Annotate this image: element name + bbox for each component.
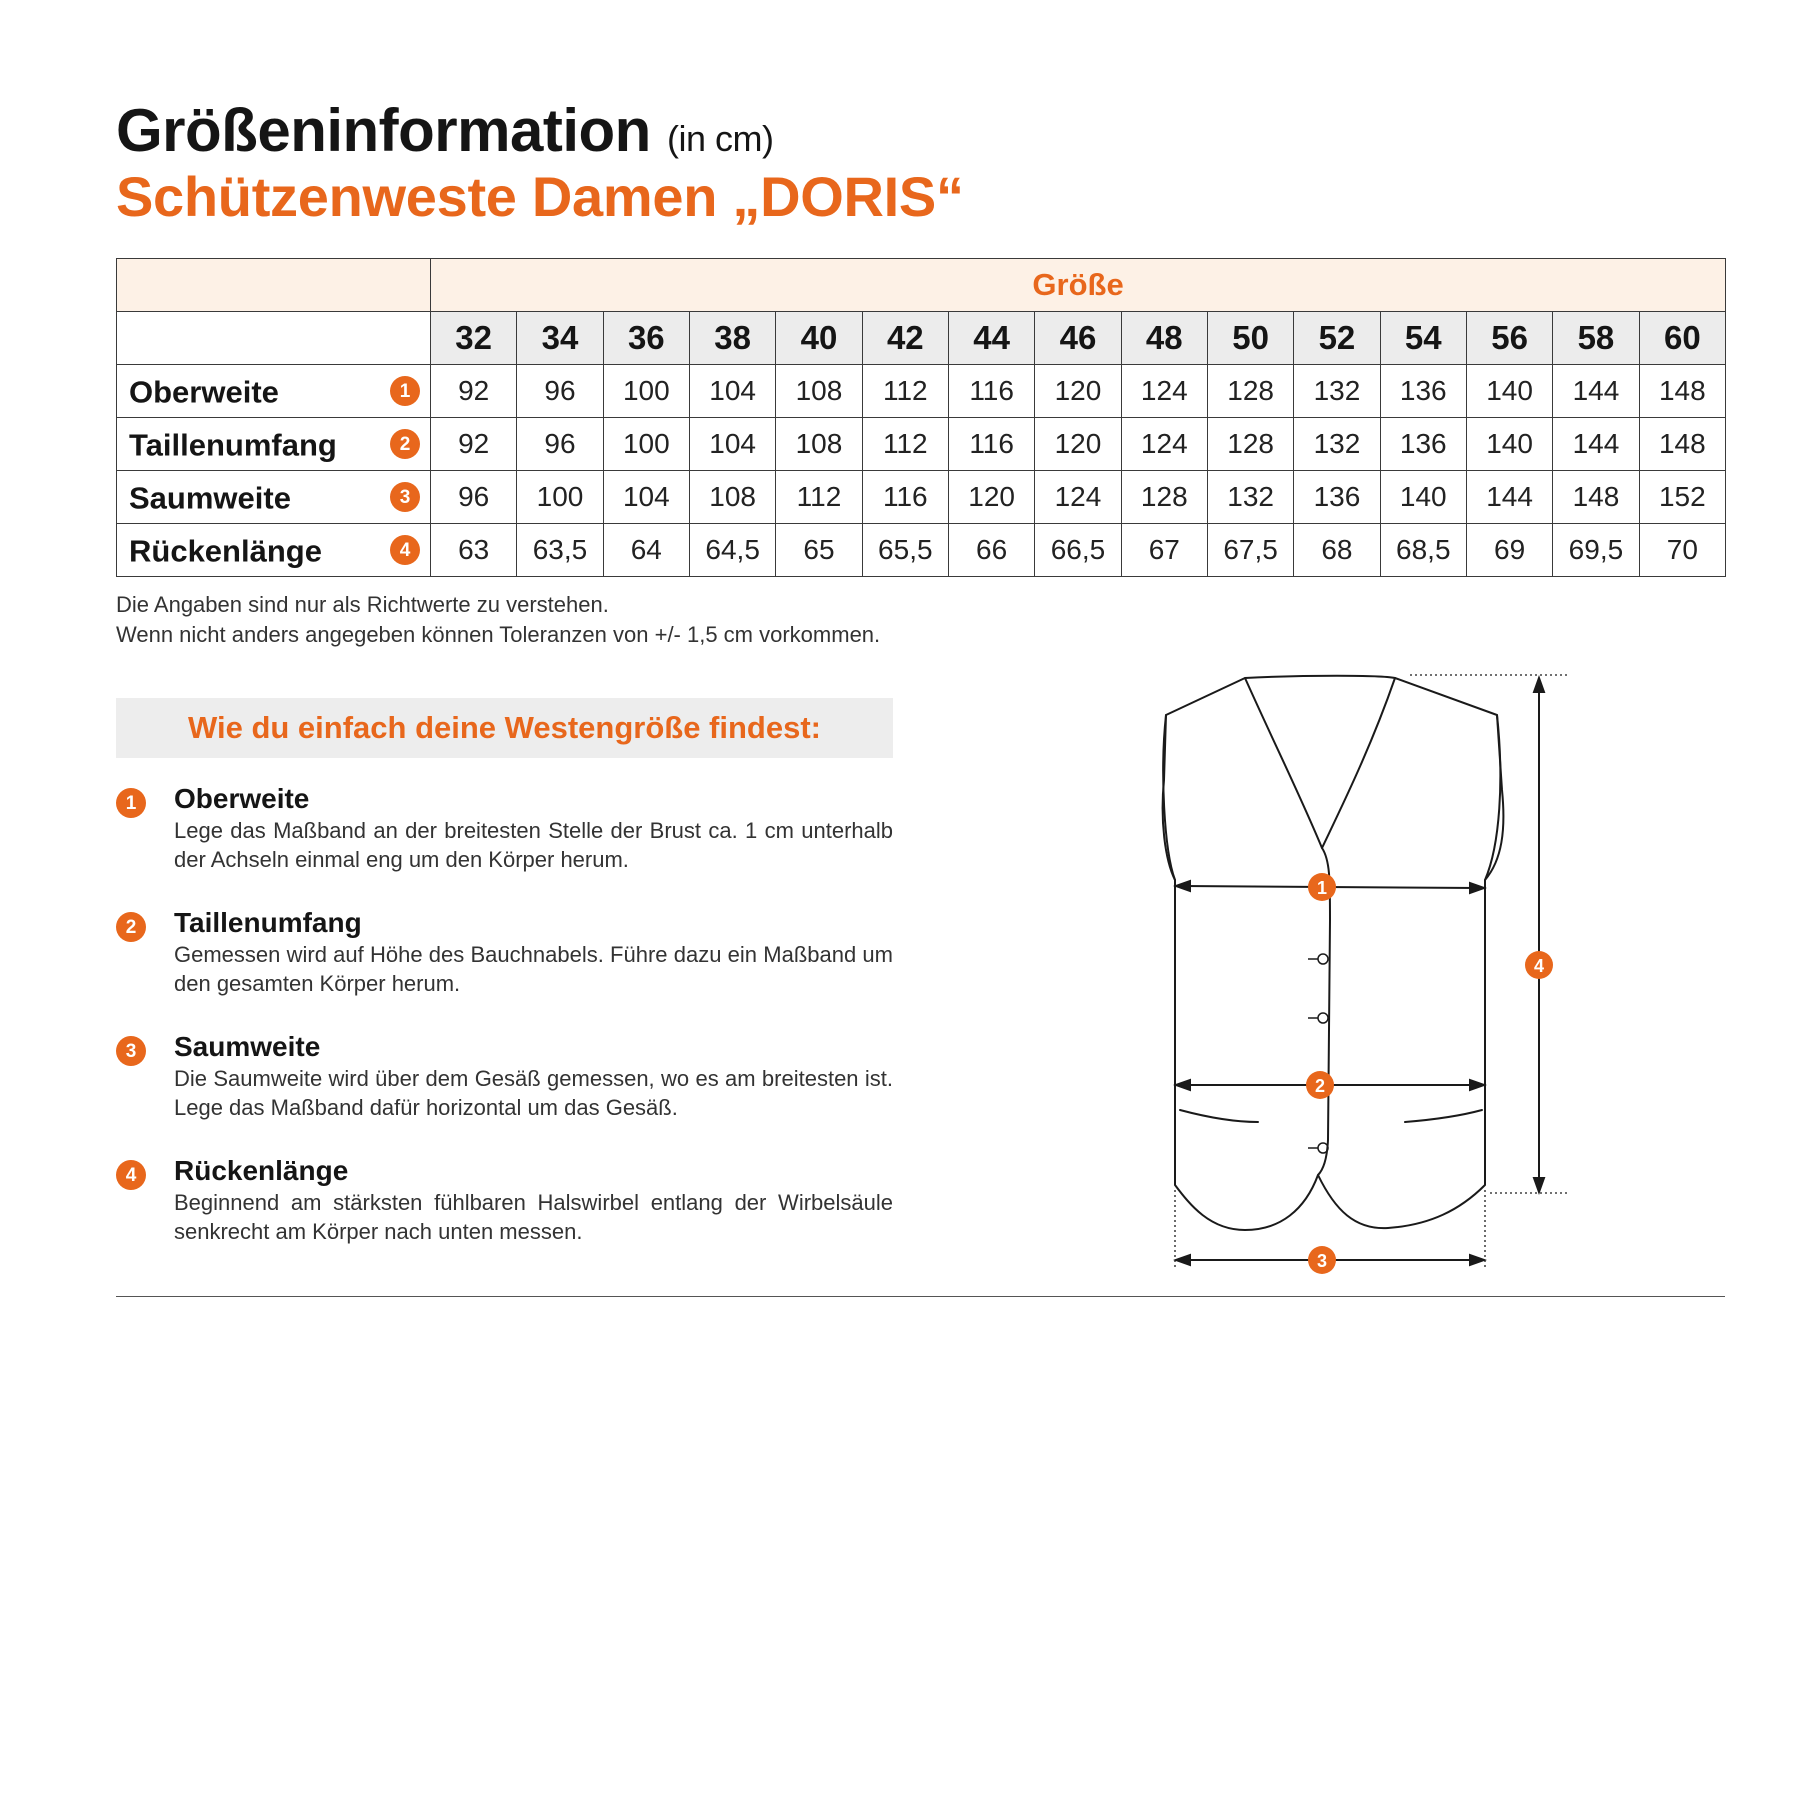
measurement-value: 65,5 — [862, 524, 948, 577]
size-header-cell: 34 — [517, 312, 603, 365]
size-header-cell: 48 — [1121, 312, 1207, 365]
measurement-value: 108 — [776, 365, 862, 418]
measurement-value: 68,5 — [1380, 524, 1466, 577]
measurement-value: 100 — [603, 418, 689, 471]
size-header-cell: 38 — [689, 312, 775, 365]
note-line: Die Angaben sind nur als Richtwerte zu verstehen. — [116, 592, 609, 617]
measurement-value: 144 — [1553, 365, 1639, 418]
measurement-value: 128 — [1207, 418, 1293, 471]
measurement-value: 100 — [603, 365, 689, 418]
measurement-value: 68 — [1294, 524, 1380, 577]
measurement-value: 152 — [1639, 471, 1726, 524]
number-badge-icon: 2 — [116, 912, 146, 942]
measurement-label: Saumweite — [129, 480, 291, 516]
measurement-label: Taillenumfang — [129, 427, 337, 463]
measurement-value: 140 — [1380, 471, 1466, 524]
marker-4-label: 4 — [1533, 956, 1545, 976]
measurement-value: 63,5 — [517, 524, 603, 577]
measurement-value: 100 — [517, 471, 603, 524]
measurement-value: 132 — [1294, 418, 1380, 471]
step-title: Rückenlänge — [174, 1155, 349, 1186]
measurement-value: 132 — [1207, 471, 1293, 524]
step-description: Gemessen wird auf Höhe des Bauchnabels. Führe dazu ein Maßband um den gesamten Körper herum. — [174, 942, 893, 996]
measurement-value: 66,5 — [1035, 524, 1121, 577]
page-title — [116, 98, 964, 164]
size-header-cell: 32 — [431, 312, 517, 365]
size-header-cell: 40 — [776, 312, 862, 365]
size-header-row — [117, 312, 1726, 365]
step-description: Beginnend am stärksten fühlbaren Halswirbel entlang der Wirbelsäule senkrecht am Körper nach unten messen. — [174, 1190, 893, 1244]
marker-3-badge — [1308, 1246, 1336, 1274]
measurement-label: Rückenlänge — [129, 533, 322, 569]
marker-2-label: 2 — [1314, 1076, 1326, 1096]
button — [1318, 954, 1328, 964]
measurement-row — [117, 365, 1726, 418]
measure-step — [116, 906, 893, 1030]
measurement-value: 67,5 — [1207, 524, 1293, 577]
number-badge-icon: 2 — [390, 429, 420, 459]
measurement-value: 132 — [1294, 365, 1380, 418]
measurement-value: 112 — [862, 365, 948, 418]
marker-4-badge — [1525, 951, 1553, 979]
number-badge-icon: 4 — [390, 535, 420, 565]
step-description: Lege das Maßband an der breitesten Stelle der Brust ca. 1 cm unterhalb der Achseln einmal eng um den Körper herum. — [174, 818, 893, 872]
measure-step — [116, 1154, 893, 1278]
measurement-value: 116 — [948, 418, 1034, 471]
measurement-value: 120 — [1035, 365, 1121, 418]
measurement-value: 104 — [689, 365, 775, 418]
guide-title: Wie du einfach deine Westengröße findest: — [187, 710, 821, 745]
measurement-value: 108 — [689, 471, 775, 524]
measurement-value: 112 — [862, 418, 948, 471]
measurement-value: 63 — [431, 524, 517, 577]
size-table — [116, 258, 1726, 577]
measurement-label-cell — [117, 524, 431, 577]
size-header-cell: 56 — [1466, 312, 1552, 365]
measurement-value: 144 — [1466, 471, 1552, 524]
marker-3-label: 3 — [1316, 1251, 1328, 1271]
corner-cell — [117, 259, 431, 312]
measurement-value: 116 — [862, 471, 948, 524]
measurement-label-cell — [117, 418, 431, 471]
number-badge-icon: 1 — [390, 376, 420, 406]
size-header-cell: 42 — [862, 312, 948, 365]
measurement-value: 112 — [776, 471, 862, 524]
measurement-value: 124 — [1035, 471, 1121, 524]
measurement-value: 92 — [431, 365, 517, 418]
measurement-value: 104 — [603, 471, 689, 524]
number-badge-icon: 4 — [116, 1160, 146, 1190]
measurement-value: 144 — [1553, 418, 1639, 471]
measurement-value: 124 — [1121, 365, 1207, 418]
measurement-value: 140 — [1466, 365, 1552, 418]
vest-collar — [1245, 678, 1395, 848]
measurement-value: 96 — [431, 471, 517, 524]
size-header-cell: 52 — [1294, 312, 1380, 365]
measurement-value: 140 — [1466, 418, 1552, 471]
measurement-value: 66 — [948, 524, 1034, 577]
title-unit: (in cm) — [666, 118, 774, 159]
measurement-label: Oberweite — [129, 374, 279, 410]
measurement-value: 92 — [431, 418, 517, 471]
pocket-left — [1180, 1110, 1258, 1122]
size-header-cell: 54 — [1380, 312, 1466, 365]
marker-2-badge — [1306, 1071, 1334, 1099]
size-row-blank-cell — [117, 312, 431, 365]
measurement-row — [117, 471, 1726, 524]
bottom-divider — [116, 1296, 1725, 1297]
product-subtitle: Schützenweste Damen „DORIS“ — [116, 165, 964, 228]
size-header-cell: 46 — [1035, 312, 1121, 365]
guide-heading-box — [116, 698, 893, 758]
measurement-label-cell — [117, 365, 431, 418]
pocket-right — [1405, 1110, 1482, 1122]
measurement-value: 148 — [1553, 471, 1639, 524]
step-description: Die Saumweite wird über dem Gesäß gemessen, wo es am breitesten ist. Lege das Maßband dafür horizontal um das Gesäß. — [174, 1066, 893, 1120]
measurement-value: 67 — [1121, 524, 1207, 577]
measurement-value: 128 — [1207, 365, 1293, 418]
measurement-value: 104 — [689, 418, 775, 471]
size-group-header-row — [117, 259, 1726, 312]
measurement-value: 128 — [1121, 471, 1207, 524]
step-title: Saumweite — [174, 1031, 321, 1062]
measurement-value: 136 — [1380, 365, 1466, 418]
measure-steps — [116, 782, 893, 1278]
size-header-cell: 50 — [1207, 312, 1293, 365]
marker-1-label: 1 — [1316, 878, 1328, 898]
number-badge-icon: 1 — [116, 788, 146, 818]
measurement-value: 69,5 — [1553, 524, 1639, 577]
measurement-row — [117, 524, 1726, 577]
measurement-value: 124 — [1121, 418, 1207, 471]
measurement-value: 65 — [776, 524, 862, 577]
vest-diagram — [1130, 670, 1590, 1290]
measurement-value: 120 — [1035, 418, 1121, 471]
measurement-label-cell — [117, 471, 431, 524]
measure-step — [116, 782, 893, 906]
size-header-cell: 58 — [1553, 312, 1639, 365]
measurement-value: 120 — [948, 471, 1034, 524]
measurement-value: 69 — [1466, 524, 1552, 577]
number-badge-icon: 3 — [390, 482, 420, 512]
step-title: Oberweite — [174, 783, 310, 814]
size-header-cell: 44 — [948, 312, 1034, 365]
size-group-label: Größe — [431, 259, 1726, 312]
measurement-value: 64,5 — [689, 524, 775, 577]
measurement-value: 136 — [1294, 471, 1380, 524]
title-text: Größeninformation — [116, 97, 651, 164]
number-badge-icon: 3 — [116, 1036, 146, 1066]
measurement-row — [117, 418, 1726, 471]
measurement-value: 70 — [1639, 524, 1726, 577]
measurement-value: 148 — [1639, 418, 1726, 471]
measurement-value: 96 — [517, 365, 603, 418]
measurement-value: 96 — [517, 418, 603, 471]
marker-1-badge — [1308, 873, 1336, 901]
size-header-cell: 60 — [1639, 312, 1726, 365]
title-block — [116, 98, 964, 229]
measurement-value: 64 — [603, 524, 689, 577]
button — [1318, 1013, 1328, 1023]
measure-step — [116, 1030, 893, 1154]
size-header-cell: 36 — [603, 312, 689, 365]
measurement-value: 148 — [1639, 365, 1726, 418]
step-title: Taillenumfang — [174, 907, 362, 938]
measurement-value: 136 — [1380, 418, 1466, 471]
vest-outline — [1163, 676, 1504, 1230]
notes — [116, 590, 880, 650]
measurement-value: 116 — [948, 365, 1034, 418]
note-line: Wenn nicht anders angegeben können Toleranzen von +/- 1,5 cm vorkommen. — [116, 622, 881, 647]
measurement-value: 108 — [776, 418, 862, 471]
